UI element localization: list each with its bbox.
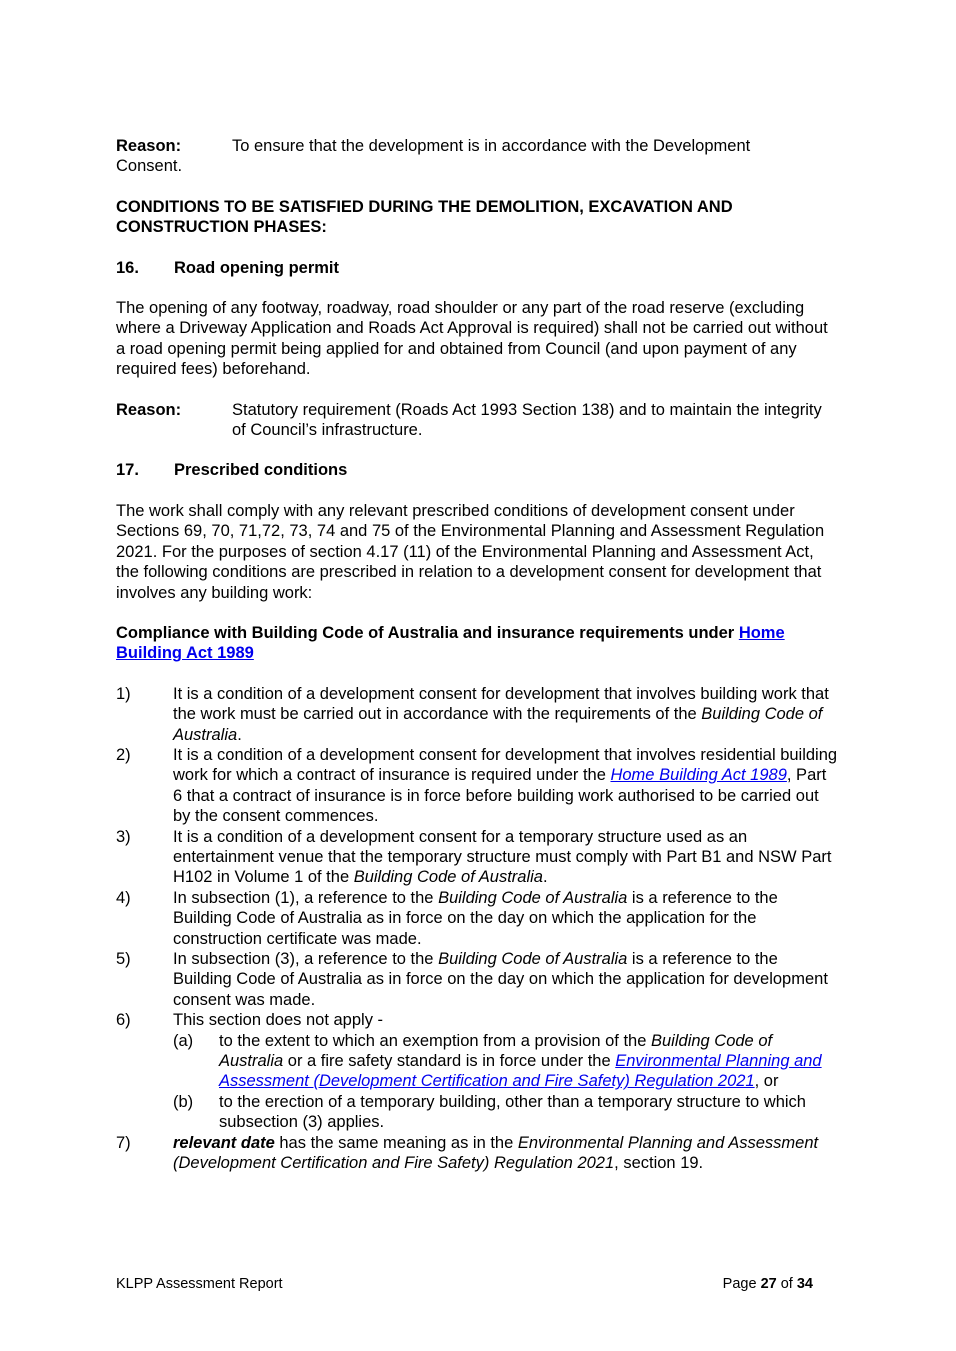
condition-title: Road opening permit bbox=[174, 258, 339, 277]
item-number: 1) bbox=[116, 684, 131, 703]
condition-17-body: The work shall comply with any relevant prescribed conditions of development consent under Sections 69, 70, 71,72, 73, 74 and 75 of the Environmental Planning and Assessment Regulation 2021. For the purposes of section 4.17 (11) of the Environmental Planning and Assessment Act, the following conditions are prescribed in relation to a development consent for development that involves any building work: bbox=[116, 501, 825, 602]
condition-number: 17. bbox=[116, 461, 139, 480]
reason-text: To ensure that the development is in accordance with the Development bbox=[232, 137, 751, 155]
sub-item bbox=[173, 1031, 840, 1092]
sub-item bbox=[173, 1092, 840, 1133]
home-building-act-link[interactable]: Home Building Act 1989 bbox=[610, 766, 787, 785]
reason-text-continued: Consent. bbox=[116, 157, 183, 176]
reason-text: Statutory requirement (Roads Act 1993 Section 138) and to maintain the integrity of Council’s infrastructure. bbox=[232, 400, 822, 440]
item-text: relevant date has the same meaning as in the Environmental Planning and Assessment (Development Certification and Fire Safety) Regulation 2021, section 19. bbox=[173, 1133, 819, 1173]
list-item bbox=[116, 684, 840, 745]
compliance-heading-text: Compliance with Building Code of Australia and insurance requirements under bbox=[116, 623, 739, 642]
condition-title: Prescribed conditions bbox=[174, 461, 348, 480]
page-footer bbox=[116, 1276, 813, 1292]
item-number: 7) bbox=[116, 1133, 131, 1152]
document-page bbox=[116, 136, 840, 1173]
item-text: It is a condition of a development consent for a temporary structure used as an entertainment venue that the temporary structure must comply with Part B1 and NSW Part H102 in Volume 1 of the Building Code of Australia. bbox=[173, 827, 832, 887]
list-item bbox=[116, 888, 840, 949]
compliance-heading bbox=[116, 623, 840, 664]
prescribed-conditions-list bbox=[116, 684, 840, 1174]
item-number: 6) bbox=[116, 1011, 131, 1030]
epa-regulation-link[interactable]: Environmental Planning and Assessment (Development Certification and Fire Safety) Regulation 2021 bbox=[219, 1052, 822, 1091]
sub-item-text: to the erection of a temporary building, other than a temporary structure to which subsection (3) applies. bbox=[219, 1092, 806, 1132]
reason-label: Reason: bbox=[116, 137, 182, 155]
item-text: It is a condition of a development consent for development that involves building work that the work must be carried out in accordance with the requirements of the Building Code of Australia. bbox=[173, 684, 829, 744]
list-item bbox=[116, 1010, 840, 1132]
item-text: In subsection (1), a reference to the Building Code of Australia is a reference to the Building Code of Australia as in force on the day on which the application for the construction certificate was made. bbox=[173, 888, 778, 948]
item-text: It is a condition of a development consent for development that involves residential building work for which a contract of insurance is required under the Home Building Act 1989, Part 6 that a contract of insurance is in force before building work authorised to be carried out by the consent commences. bbox=[173, 745, 838, 826]
condition-16-body: The opening of any footway, roadway, road shoulder or any part of the road reserve (excluding where a Driveway Application and Roads Act Approval is required) shall not be carried out without a road opening permit being applied for and obtained from Council (and upon payment of any required fees) beforehand. bbox=[116, 299, 828, 379]
sub-item-number: (b) bbox=[173, 1092, 194, 1111]
item-number: 3) bbox=[116, 827, 131, 846]
list-item bbox=[116, 745, 840, 827]
list-item bbox=[116, 1133, 840, 1174]
sub-item-text: to the extent to which an exemption from a provision of the Building Code of Australia or a fire safety standard is in force under the Environmental Planning and Assessment (Development Certification and Fire Safety) Regulation 2021, or bbox=[219, 1031, 822, 1091]
item-text: In subsection (3), a reference to the Building Code of Australia is a reference to the Building Code of Australia as in force on the day on which the application for development consent was made. bbox=[173, 950, 828, 1009]
list-item bbox=[116, 949, 840, 1010]
footer-report-name: KLPP Assessment Report bbox=[116, 1276, 283, 1292]
condition-16-reason bbox=[116, 400, 840, 441]
footer-page-number: Page 27 of 34 bbox=[722, 1276, 813, 1292]
item-number: 4) bbox=[116, 888, 131, 907]
condition-16-heading bbox=[116, 258, 840, 278]
list-item bbox=[116, 827, 840, 888]
item-number: 5) bbox=[116, 950, 131, 968]
reason-label: Reason: bbox=[116, 400, 182, 419]
section-title: CONDITIONS TO BE SATISFIED DURING THE DEMOLITION, EXCAVATION AND CONSTRUCTION PHASES: bbox=[116, 197, 733, 237]
condition-number: 16. bbox=[116, 258, 139, 277]
reason-block bbox=[116, 136, 840, 177]
item-text: This section does not apply - (a) to the extent to which an exemption from a provision of the Building Code of Australia or a fire safety standard is in force under the Environmental Planning and Assessment (Development Certification and Fire Safety) Regulation 2021, or (b) to the erection of a temporary building, other than a temporary structure to which subsection (3) applies. bbox=[173, 1010, 840, 1132]
condition-17-heading bbox=[116, 460, 840, 480]
home-building-act-link[interactable]: Home Building Act 1989 bbox=[116, 623, 785, 663]
sub-item-number: (a) bbox=[173, 1031, 194, 1050]
item-number: 2) bbox=[116, 745, 131, 764]
